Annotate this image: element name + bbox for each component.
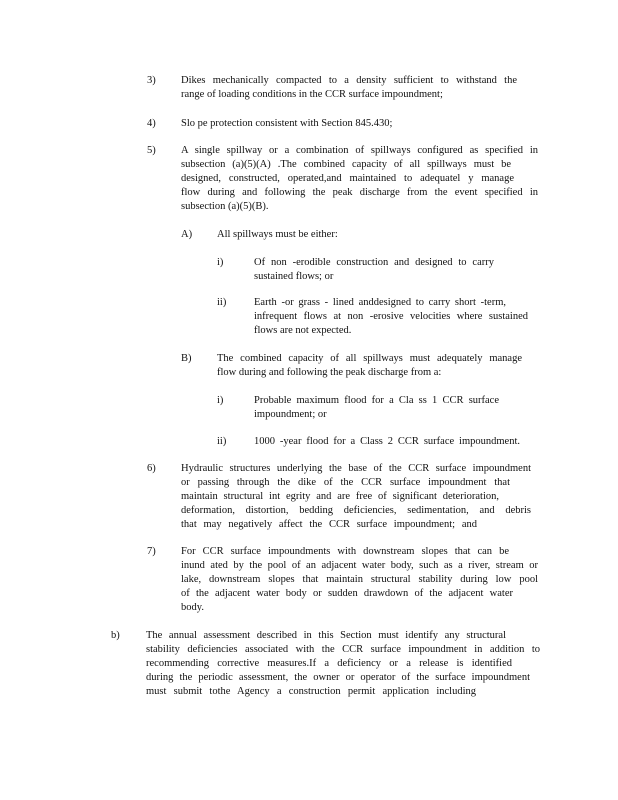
text-line: flow during and following the peak discharge from a: (217, 367, 442, 378)
text-line: range of loading conditions in the CCR surface impoundment; (181, 89, 443, 100)
text-line: subsection (a)(5)(A) .The combined capacity of all spillways must be (181, 159, 511, 170)
text-line: recommending corrective measures.If a deficiency or a release is identified (146, 658, 512, 669)
list-marker: 5) (147, 145, 156, 156)
list-marker: 6) (147, 463, 156, 474)
text-line: For CCR surface impoundments with downstream slopes that can be (181, 546, 509, 557)
list-item-text (181, 144, 538, 214)
list-item-5b-ii (217, 435, 537, 449)
text-line: subsection (a)(5)(B). (181, 201, 269, 212)
list-marker: 3) (147, 75, 156, 86)
text-line: A single spillway or a combination of spillways configured as specified in (181, 145, 538, 156)
text-line: infrequent flows at non -erosive velocities where sustained (254, 311, 528, 322)
text-line: lake, downstream slopes that maintain structural stability during low pool (181, 574, 538, 585)
list-item-text (181, 74, 517, 102)
list-item-5 (147, 144, 547, 214)
list-marker: i) (217, 395, 224, 406)
text-line: stability deficiencies associated with the CCR surface impoundment in addition to (146, 644, 540, 655)
list-item-text (181, 117, 441, 131)
list-item-text (217, 352, 522, 380)
list-item-text (254, 435, 520, 449)
list-marker: b) (111, 630, 120, 641)
list-item-text (217, 228, 417, 242)
list-item-5a-i (217, 256, 517, 284)
text-line: during the periodic assessment, the owner or operator of the surface impoundment (146, 672, 530, 683)
text-line: body. (181, 602, 204, 613)
text-line: 1000 -year flood for a Class 2 CCR surface impoundment. (254, 436, 520, 447)
list-item-text (254, 296, 528, 338)
list-item-3 (147, 74, 547, 102)
text-line: All spillways must be either: (217, 229, 338, 240)
list-marker: B) (181, 353, 192, 364)
list-item-7 (147, 545, 547, 615)
text-line: The annual assessment described in this Section must identify any structural (146, 630, 506, 641)
list-marker: i) (217, 257, 224, 268)
list-item-5b (181, 352, 531, 380)
text-line: or passing through the dike of the CCR surface impoundment that (181, 477, 510, 488)
text-line: must submit tothe Agency a construction permit application including (146, 686, 476, 697)
list-item-text (254, 256, 494, 284)
text-line: that may negatively affect the CCR surface impoundment; and (181, 519, 477, 530)
list-marker: ii) (217, 297, 227, 308)
list-item-text (181, 462, 531, 532)
text-line: maintain structural int egrity and are free of significant deterioration, (181, 491, 499, 502)
text-line: flows are not expected. (254, 325, 352, 336)
text-line: flow during and following the peak discharge from the event specified in (181, 187, 538, 198)
list-item-text (146, 629, 540, 699)
list-item-6 (147, 462, 547, 532)
text-line: impoundment; or (254, 409, 327, 420)
list-item-text (181, 545, 538, 615)
list-item-5a-ii (217, 296, 537, 338)
text-line: of the adjacent water body or sudden drawdown of the adjacent water (181, 588, 513, 599)
text-line: Dikes mechanically compacted to a density sufficient to withstand the (181, 75, 517, 86)
text-line: inund ated by the pool of an adjacent water body, such as a river, stream or (181, 560, 538, 571)
list-item-b (111, 629, 551, 699)
list-marker: 4) (147, 118, 156, 129)
list-marker: 7) (147, 546, 156, 557)
text-line: Of non -erodible construction and designed to carry (254, 257, 494, 268)
list-marker: ii) (217, 436, 227, 447)
text-line: Hydraulic structures underlying the base of the CCR surface impoundment (181, 463, 531, 474)
text-line: Probable maximum flood for a Cla ss 1 CCR surface (254, 395, 499, 406)
list-item-5b-i (217, 394, 517, 422)
list-item-5a (181, 228, 481, 242)
text-line: The combined capacity of all spillways must adequately manage (217, 353, 522, 364)
text-line: Slo pe protection consistent with Section 845.430; (181, 118, 393, 129)
list-marker: A) (181, 229, 193, 240)
list-item-text (254, 394, 499, 422)
list-item-4 (147, 117, 547, 131)
text-line: sustained flows; or (254, 271, 334, 282)
text-line: Earth -or grass - lined anddesigned to carry short -term, (254, 297, 506, 308)
text-line: deformation, distortion, bedding deficiencies, sedimentation, and debris (181, 505, 531, 516)
text-line: designed, constructed, operated,and maintained to adequatel y manage (181, 173, 514, 184)
